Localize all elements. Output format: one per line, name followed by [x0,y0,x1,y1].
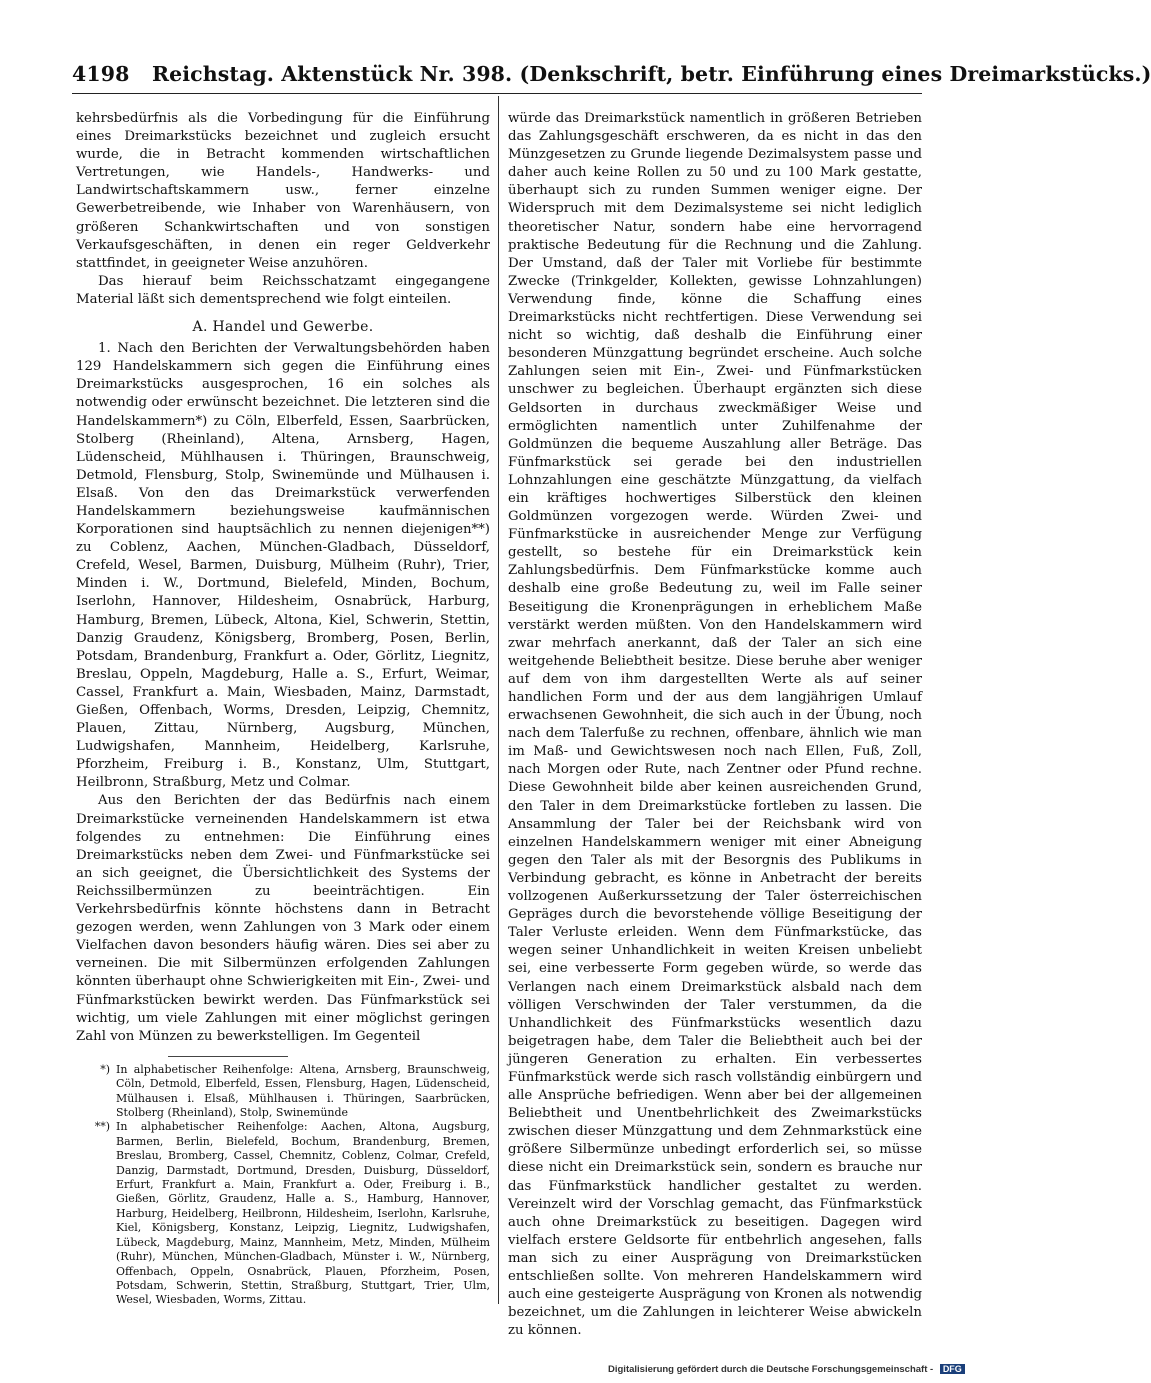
footnote-mark: **) [94,1120,110,1134]
page-number: 4198 [72,62,130,86]
credit-text: Digitalisierung gefördert durch die Deutsche Forschungsgemeinschaft - [608,1364,934,1375]
running-header [72,62,1151,90]
footnote-text: In alphabetischer Reihenfolge: Aachen, Altona, Augsburg, Barmen, Berlin, Bielefeld, Bochum, Brandenburg, Bremen, Breslau, Bromberg, Cassel, Chemnitz, Coblenz, Colmar, Crefeld, Danzig, Darmstadt, Dortmund, Dresden, Duisburg, Düsseldorf, Erfurt, Frankfurt a. Main, Frankfurt a. Oder, Freiburg i. B., Gießen, Görlitz, Graudenz, Halle a. S., Hamburg, Hannover, Harburg, Heidelberg, Heilbronn, Hildesheim, Iserlohn, Karlsruhe, Kiel, Königsberg, Konstanz, Leipzig, Liegnitz, Ludwigshafen, Lübeck, Magdeburg, Mainz, Mannheim, Metz, Minden, Mülheim (Ruhr), München, München-Gladbach, Münster i. W., Nürnberg, Offenbach, Oppeln, Osnabrück, Plauen, Pforzheim, Posen, Potsdam, Schwerin, Stettin, Straßburg, Stuttgart, Trier, Ulm, Wesel, Wiesbaden, Worms, Zittau. [116,1120,490,1307]
paragraph: 1. Nach den Berichten der Verwaltungsbehörden haben 129 Handelskammern sich gegen die Einführung eines Dreimarkstücks ausgesprochen, 16 ein solches als notwendig oder erwünscht bezeichnet. Die letzteren sind die Handelskammern*) zu Cöln, Elberfeld, Essen, Saarbrücken, Stolberg (Rheinland), Altena, Arnsberg, Hagen, Lüdenscheid, Mühlhausen i. Thüringen, Braunschweig, Detmold, Flensburg, Stolp, Swinemünde und Mülhausen i. Elsaß. Von den das Dreimarkstück verwerfenden Handelskammern beziehungsweise kaufmännischen Korporationen sind hauptsächlich zu nennen diejenigen**) zu Coblenz, Aachen, München-Gladbach, Düsseldorf, Crefeld, Wesel, Barmen, Duisburg, Mülheim (Ruhr), Trier, Minden i. W., Dortmund, Bielefeld, Minden, Bochum, Iserlohn, Hannover, Hildesheim, Osnabrück, Harburg, Hamburg, Bremen, Lübeck, Altona, Kiel, Schwerin, Stettin, Danzig Graudenz, Königsberg, Bromberg, Posen, Berlin, Potsdam, Brandenburg, Frankfurt a. Oder, Görlitz, Liegnitz, Breslau, Oppeln, Magdeburg, Halle a. S., Erfurt, Weimar, Cassel, Frankfurt a. Main, Wiesbaden, Mainz, Darmstadt, Gießen, Offenbach, Worms, Dresden, Leipzig, Chemnitz, Plauen, Zittau, Nürnberg, Augsburg, München, Ludwigshafen, Mannheim, Heidelberg, Karlsruhe, Pforzheim, Freiburg i. B., Konstanz, Ulm, Stuttgart, Heilbronn, Straßburg, Metz und Colmar. [76,341,490,791]
footnote-rule [168,1056,288,1057]
footnote [76,1120,490,1307]
column-divider [498,96,499,1304]
digitization-credit [608,1364,965,1375]
paragraph: Aus den Berichten der das Bedürfnis nach einem Dreimarkstücke verneinenden Handelskammern ist etwa folgendes zu entnehmen: Die Einführung eines Dreimarkstücks neben dem Zwei- und Fünfmarkstücke sei an sich geeignet, die Übersichtlichkeit des Systems der Reichssilbermünzen zu beeinträchtigen. Ein Verkehrsbedürfnis könnte höchstens dann in Betracht gezogen werden, wenn Zahlungen von 3 Mark oder einem Vielfachen davon besonders häufig wären. Dies sei aber zu verneinen. Die mit Silbermünzen erfolgenden Zahlungen könnten überhaupt ohne Schwierigkeiten mit Ein-, Zwei- und Fünfmarkstücken bewirkt werden. Das Fünfmarkstück sei wichtig, um viele Zahlungen mit einer möglichst geringen Zahl von Münzen zu bewerkstelligen. Im Gegenteil [76,793,490,1044]
paragraph: kehrsbedürfnis als die Vorbedingung für die Einführung eines Dreimarkstücks bezeichnet und zugleich ersucht wurde, die in Betracht kommenden wirtschaftlichen Vertretungen, wie Handels-, Handwerks- und Landwirtschaftskammern usw., ferner einzelne Gewerbetreibende, wie Inhaber von Warenhäusern, von größeren Schankwirtschaften und von sonstigen Verkaufsgeschäften, in denen ein reger Geldverkehr stattfindet, in geeigneter Weise anzuhören. [76,111,490,271]
header-rule [72,93,922,94]
footnote [76,1063,490,1121]
paragraph: würde das Dreimarkstück namentlich in größeren Betrieben das Zahlungsgeschäft erschweren, da es nicht in das den Münzgesetzen zu Grunde liegende Dezimalsystem passe und daher auch keine Rollen zu 50 und zu 100 Mark gestatte, überhaupt sich zu runden Summen weniger eigne. Der Widerspruch mit dem Dezimalsysteme sei nicht lediglich theoretischer Natur, sondern habe eine hervorragend praktische Bedeutung für die Rechnung und die Zahlung. Der Umstand, daß der Taler mit Vorliebe für bestimmte Zwecke (Trinkgelder, Kollekten, gewisse Lohnzahlungen) Verwendung finde, könne die Schaffung eines Dreimarkstücks nicht rechtfertigen. Diese Verwendung sei nicht so wichtig, daß deshalb die Einführung einer besonderen Münzgattung begründet erscheine. Auch solche Zahlungen seien mit Ein-, Zwei- und Fünfmarkstücken unschwer zu begleichen. Überhaupt ergänzten sich diese Geldsorten in durchaus zweckmäßiger Weise und ermöglichten namentlich unter Zuhilfenahme der Goldmünzen die bequeme Auszahlung aller Beträge. Das Fünfmarkstück sei gerade bei den industriellen Lohnzahlungen eine geschätzte Münzgattung, da vielfach ein kräftiges hochwertiges Silberstück den kleinen Goldmünzen vorgezogen werde. Würden Zwei- und Fünfmarkstücke in ausreichender Menge zur Verfügung gestellt, so bestehe für ein Dreimarkstück kein Zahlungsbedürfnis. Dem Fünfmarkstücke komme auch deshalb eine große Bedeutung zu, weil im Falle seiner Beseitigung die Kronenprägungen in erheblichem Maße verstärkt werden müßten. Von den Handelskammern wird zwar mehrfach anerkannt, daß der Taler an sich eine weitgehende Beliebtheit besitze. Diese beruhe aber weniger auf dem von ihm dargestellten Werte als auf seiner handlichen Form und der aus dem langjährigen Umlauf erwachsenen Gewohnheit, die sich auch in der Übung, noch nach dem Talerfuße zu rechnen, offenbare, ähnlich wie man im Maß- und Gewichtswesen noch nach Ellen, Fuß, Zoll, nach Morgen oder Rute, nach Zentner oder Pfund rechne. Diese Gewohnheit bilde aber keinen ausreichenden Grund, den Taler in dem Dreimarkstücke fortleben zu lassen. Die Ansammlung der Taler bei der Reichsbank wird von einzelnen Handelskammern weniger mit einer Abneigung gegen den Taler als mit der Besorgnis des Publikums in Verbindung gebracht, es könne in Anbetracht der bereits vollzogenen Außerkurssetzung der Taler österreichischen Gepräges durch die bevorstehende völlige Beseitigung der Taler Verluste erleiden. Wenn dem Fünfmarkstücke, das wegen seiner Unhandlichkeit in weiten Kreisen unbeliebt sei, eine verbesserte Form gegeben würde, so werde das Verlangen nach einem Dreimarkstück alsbald nach dem völligen Verschwinden der Taler verstummen, da die Unhandlichkeit des Fünfmarkstücks wesentlich dazu beigetragen habe, dem Taler die Beliebtheit auch bei der jüngeren Generation zu erhalten. Ein verbessertes Fünfmarkstück werde sich rasch vollständig einbürgern und alle Ansprüche befriedigen. Wenn aber bei der allgemeinen Beliebtheit und Unentbehrlichkeit des Zweimarkstücks zwischen dieser Münzgattung und dem Zehnmarkstück eine größere Silbermünze unbedingt erforderlich sei, so müsse diese nicht ein Dreimarkstück sein, sondern es brauche nur das Fünfmarkstück handlicher gestaltet zu werden. Vereinzelt wird der Vorschlag gemacht, das Fünfmarkstück auch ohne Dreimarkstück zu beseitigen. Dagegen wird vielfach erstere Geldsorte für entbehrlich angesehen, falls man sich zu einer Ausprägung von Dreimarkstücken entschließen sollte. Von mehreren Handelskammern wird auch eine gesteigerte Ausprägung von Kronen als notwendig bezeichnet, um die Zahlungen in leichterer Weise abwickeln zu können. [508,111,922,1339]
footnote-text: In alphabetischer Reihenfolge: Altena, Arnsberg, Braunschweig, Cöln, Detmold, Elberfeld, Essen, Flensburg, Hagen, Lüdenscheid, Mülhausen i. Elsaß, Mühlhausen i. Thüringen, Saarbrücken, Stolberg (Rheinland), Stolp, Swinemünde [116,1062,490,1120]
footnote-mark: *) [100,1062,110,1076]
running-title: Reichstag. Aktenstück Nr. 398. (Denkschrift, betr. Einführung eines Dreimarkstücks.) [152,62,1151,86]
right-column [508,110,922,1340]
left-column [76,110,490,1308]
paragraph: Das hierauf beim Reichsschatzamt eingegangene Material läßt sich dementsprechend wie folgt einteilen. [76,273,490,307]
section-heading: A. Handel und Gewerbe. [192,319,374,336]
dfg-logo: DFG [940,1364,965,1374]
